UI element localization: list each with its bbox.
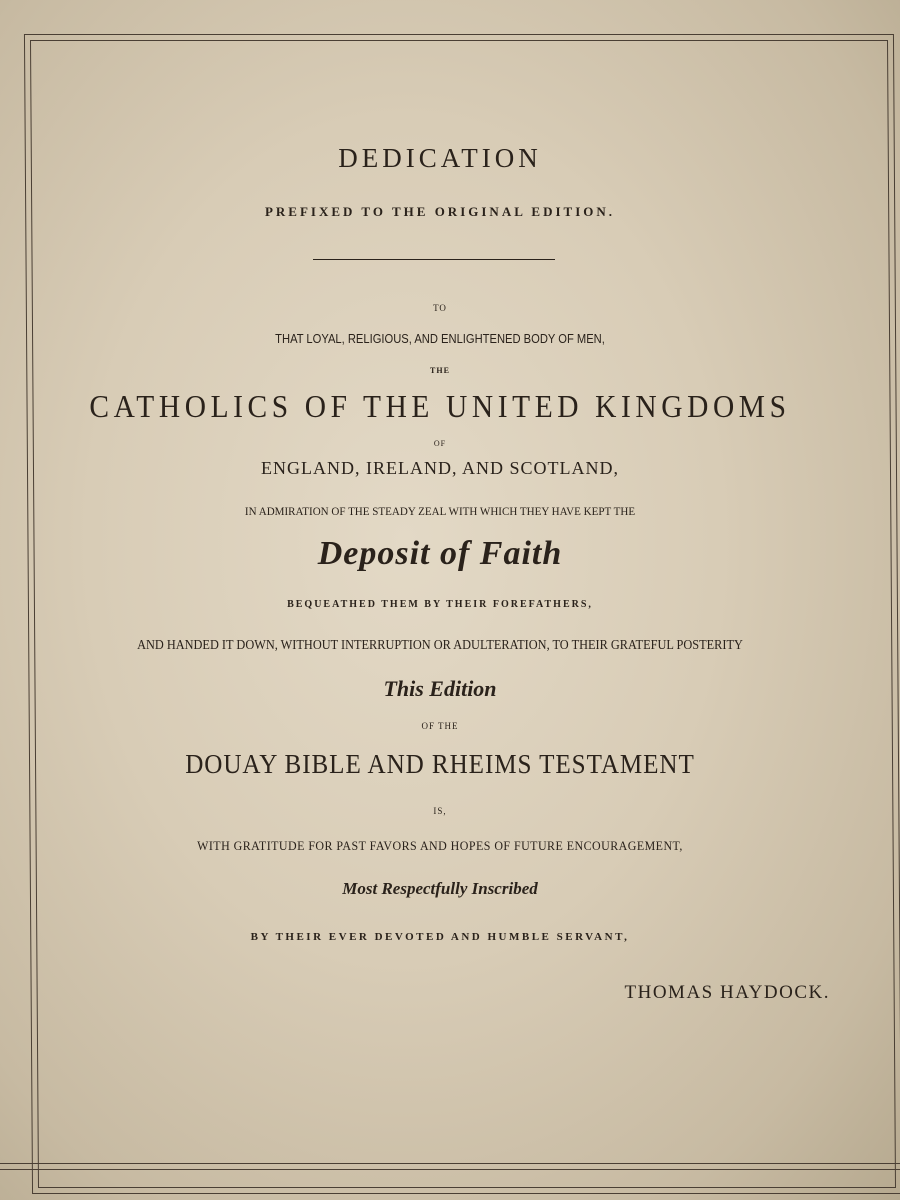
handed-line: AND HANDED IT DOWN, WITHOUT INTERRUPTION OR ADULTERATION, TO THEIR GRATEFUL POSTERITY bbox=[137, 638, 743, 653]
is-line: IS, bbox=[433, 806, 447, 816]
gratitude-line: WITH GRATITUDE FOR PAST FAVORS AND HOPES OF FUTURE ENCOURAGEMENT, bbox=[197, 838, 683, 853]
to-line: TO bbox=[433, 303, 447, 313]
bottom-rule bbox=[0, 1163, 900, 1164]
loyal-line: THAT LOYAL, RELIGIOUS, AND ENLIGHTENED BODY OF MEN, bbox=[275, 331, 605, 346]
dedication-subtitle: PREFIXED TO THE ORIGINAL EDITION. bbox=[264, 204, 616, 219]
of-line: OF bbox=[433, 439, 447, 448]
bequeathed-line: BEQUEATHED THEM BY THEIR FOREFATHERS, bbox=[287, 599, 593, 610]
deposit-of-faith: Deposit of Faith bbox=[317, 535, 563, 572]
this-edition: This Edition bbox=[383, 676, 497, 701]
signature: THOMAS HAYDOCK. bbox=[624, 982, 830, 1003]
the-line: THE bbox=[430, 366, 450, 375]
of-the-line: OF THE bbox=[421, 721, 459, 731]
title-divider bbox=[313, 259, 555, 260]
douay-heading: DOUAY BIBLE AND RHEIMS TESTAMENT bbox=[185, 749, 695, 779]
dedication-title: DEDICATION bbox=[338, 143, 542, 173]
most-respectfully: Most Respectfully Inscribed bbox=[342, 879, 538, 898]
england-line: ENGLAND, IRELAND, AND SCOTLAND, bbox=[261, 458, 619, 478]
catholics-heading: CATHOLICS OF THE UNITED KINGDOMS bbox=[89, 388, 791, 424]
bottom-rule-secondary bbox=[0, 1169, 900, 1170]
servant-line: BY THEIR EVER DEVOTED AND HUMBLE SERVANT, bbox=[250, 931, 630, 943]
admiration-line: IN ADMIRATION OF THE STEADY ZEAL WITH WHICH THEY HAVE KEPT THE bbox=[244, 504, 636, 518]
